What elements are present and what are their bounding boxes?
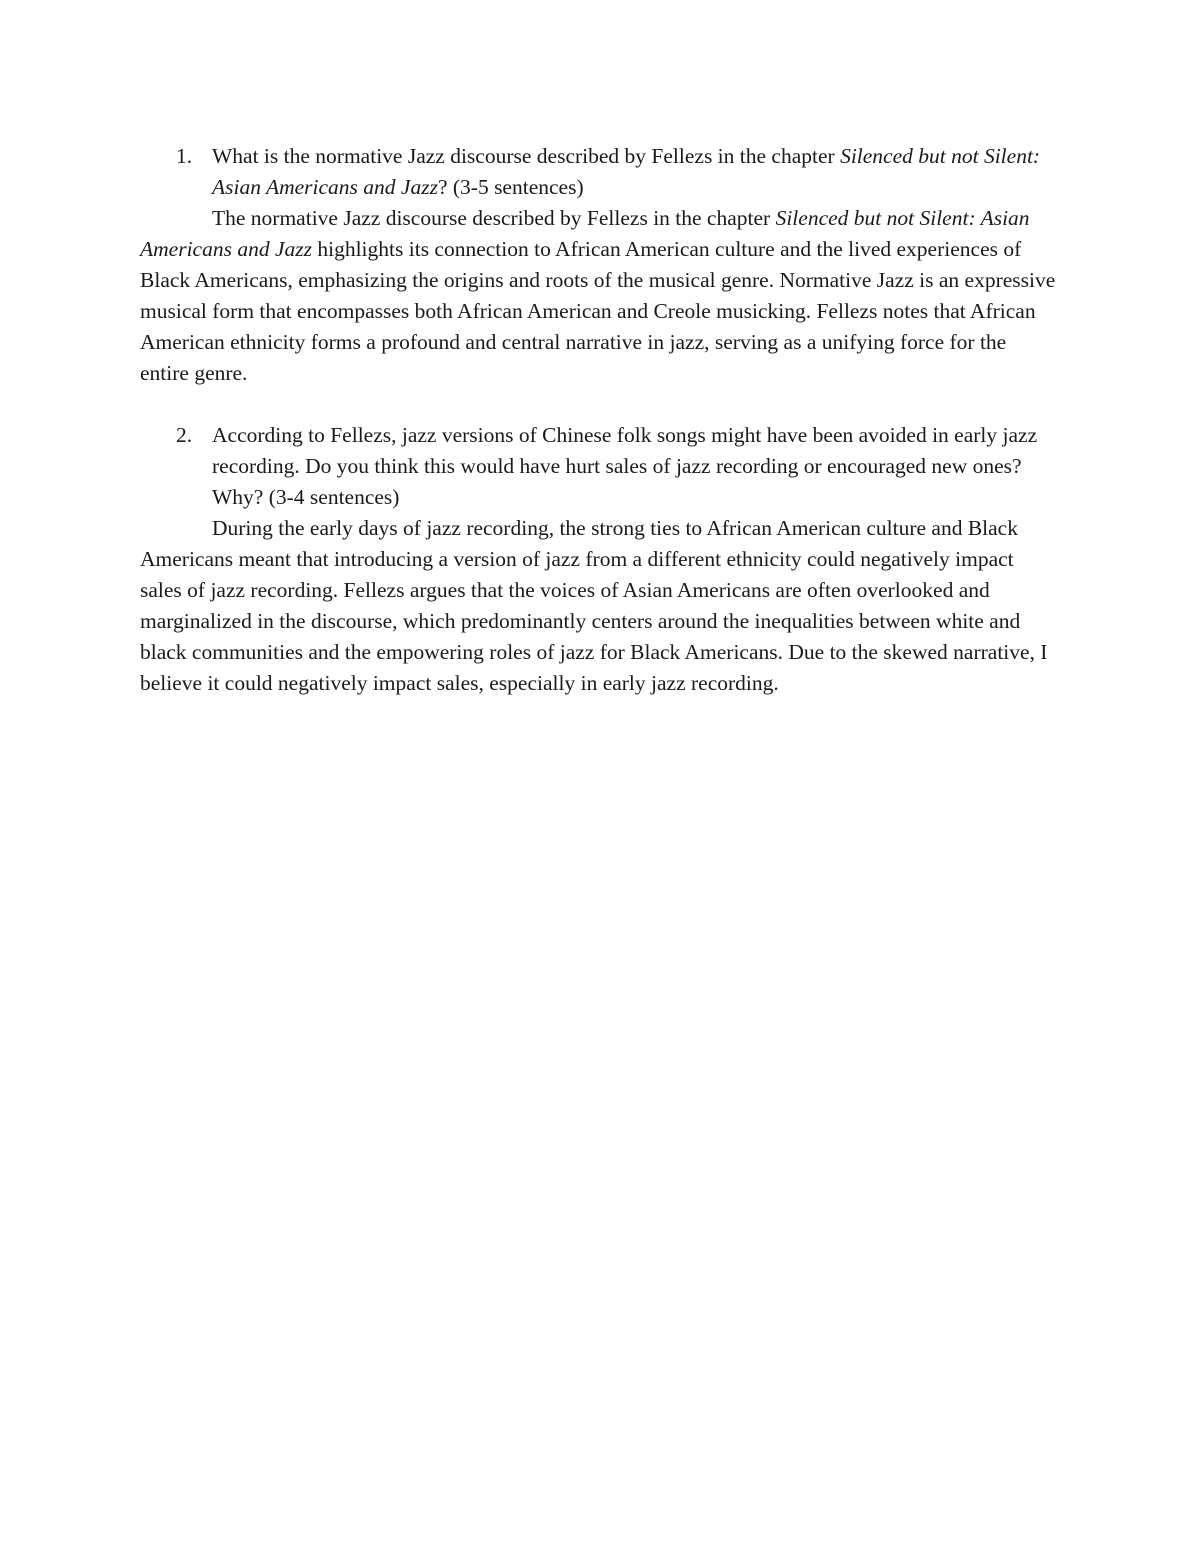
paragraph-gap <box>140 389 1060 420</box>
question-1-number: 1. <box>176 144 193 168</box>
answer-1-lead: The normative Jazz discourse described by Fellezs in the chapter <box>212 206 776 230</box>
document-body <box>140 141 1060 699</box>
question-1-prompt-text: What is the normative Jazz discourse described by Fellezs in the chapter <box>212 144 841 168</box>
question-block-1 <box>140 141 1060 389</box>
answer-1-body: highlights its connection to African American culture and the lived experiences of Black Americans, emphasizing the origins and roots of the musical genre. Normative Jazz is an expressive musical form that encompasses both African American and Creole musicking. Fellezs notes that African American ethnicity forms a profound and central narrative in jazz, serving as a unifying force for the entire genre. <box>140 237 1056 385</box>
question-1-prompt-suffix: ? (3-5 sentences) <box>437 175 584 199</box>
question-2-number: 2. <box>176 423 193 447</box>
question-2-prompt-text: According to Fellezs, jazz versions of Chinese folk songs might have been avoided in early jazz recording. Do you think this would have hurt sales of jazz recording or encouraged new ones? Why? (3-4 sentences) <box>212 423 1038 509</box>
question-1-prompt <box>140 141 1060 203</box>
answer-1-chapter-title: Silenced but not Silent: Asian Americans and Jazz <box>140 206 1030 261</box>
question-2-prompt <box>140 420 1060 513</box>
answer-1 <box>140 203 1060 389</box>
question-1-chapter-title: Silenced but not Silent: Asian Americans and Jazz <box>212 144 1041 199</box>
question-block-2 <box>140 420 1060 699</box>
answer-2: During the early days of jazz recording, the strong ties to African American culture and Black Americans meant that introducing a version of jazz from a different ethnicity could negatively impact sales of jazz recording. Fellezs argues that the voices of Asian Americans are often overlooked and marginalized in the discourse, which predominantly centers around the inequalities between white and black communities and the empowering roles of jazz for Black Americans. Due to the skewed narrative, I believe it could negatively impact sales, especially in early jazz recording. <box>140 516 1048 695</box>
